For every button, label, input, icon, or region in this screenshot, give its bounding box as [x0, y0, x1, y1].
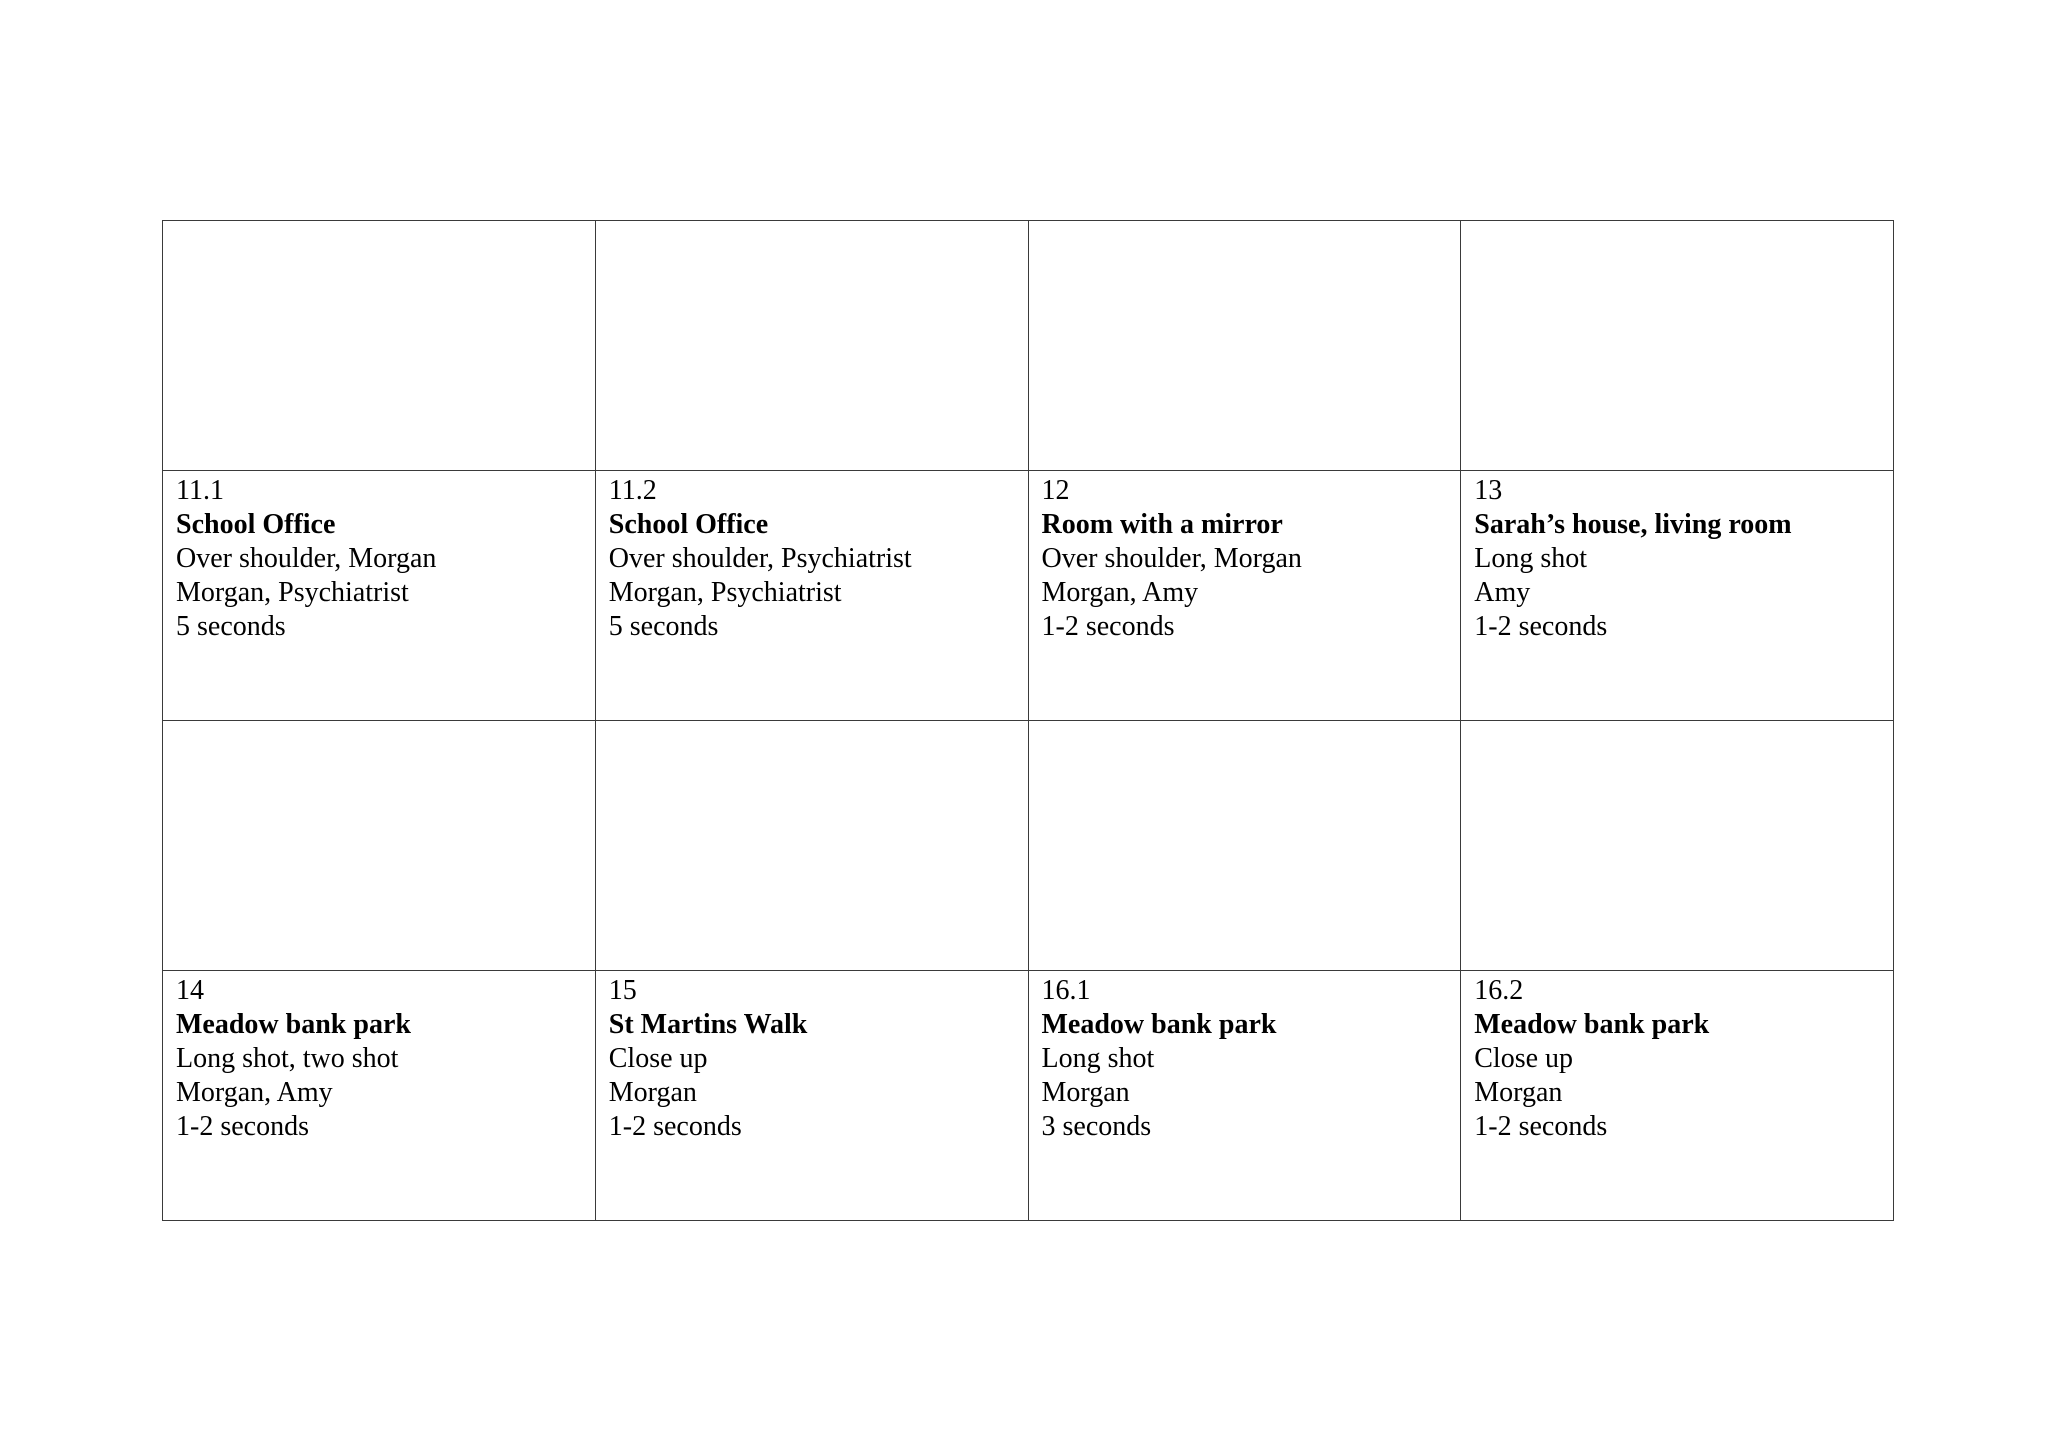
shot-number: 16.1	[1041, 975, 1091, 1006]
shot-cell	[1028, 471, 1461, 721]
shot-duration: 5 seconds	[176, 611, 286, 642]
shot-type: Over shoulder, Psychiatrist	[608, 543, 912, 574]
shot-location: St Martins Walk	[608, 1009, 808, 1040]
shot-characters: Morgan	[1041, 1077, 1130, 1108]
shot-duration: 3 seconds	[1041, 1111, 1152, 1142]
shot-type: Over shoulder, Morgan	[1041, 543, 1302, 574]
shot-duration: 1-2 seconds	[176, 1111, 309, 1142]
shot-characters: Morgan	[608, 1077, 697, 1108]
shot-number: 12	[1041, 475, 1070, 506]
shot-cell	[1028, 971, 1461, 1221]
shot-characters: Amy	[1474, 577, 1531, 608]
shot-type: Long shot	[1474, 543, 1588, 574]
frame-box	[595, 721, 1028, 971]
frame-row	[163, 721, 1894, 971]
shot-cell	[1461, 971, 1894, 1221]
frame-box	[1028, 221, 1461, 471]
shot-duration: 1-2 seconds	[608, 1111, 742, 1142]
shot-type: Close up	[1474, 1043, 1574, 1074]
shot-location: Meadow bank park	[176, 1009, 411, 1040]
frame-box	[163, 221, 596, 471]
frame-box	[1461, 221, 1894, 471]
shot-cell	[1461, 471, 1894, 721]
shot-number: 11.1	[176, 475, 224, 506]
shot-cell	[163, 471, 596, 721]
frame-box	[163, 721, 596, 971]
shot-cell	[163, 971, 596, 1221]
shot-characters: Morgan	[1474, 1077, 1563, 1108]
shot-duration: 1-2 seconds	[1474, 1111, 1608, 1142]
shot-location: School Office	[608, 509, 769, 540]
shot-number: 16.2	[1474, 975, 1524, 1006]
shot-type: Close up	[608, 1043, 708, 1074]
shot-type: Long shot	[1041, 1043, 1155, 1074]
shot-location: Sarah’s house, living room	[1474, 509, 1792, 540]
shot-number: 13	[1474, 475, 1503, 506]
shot-duration: 1-2 seconds	[1041, 611, 1175, 642]
frame-box	[1028, 721, 1461, 971]
shot-characters: Morgan, Amy	[176, 1077, 333, 1108]
shot-type: Long shot, two shot	[176, 1043, 399, 1074]
shot-duration: 1-2 seconds	[1474, 611, 1608, 642]
info-row	[163, 471, 1894, 721]
shot-location: Meadow bank park	[1041, 1009, 1277, 1040]
frame-box	[595, 221, 1028, 471]
shot-characters: Morgan, Psychiatrist	[176, 577, 409, 608]
shot-location: School Office	[176, 509, 336, 540]
storyboard-table	[162, 220, 1894, 1221]
shot-number: 15	[608, 975, 637, 1006]
shot-cell	[595, 971, 1028, 1221]
shot-cell	[595, 471, 1028, 721]
frame-box	[1461, 721, 1894, 971]
info-row	[163, 971, 1894, 1221]
shot-number: 11.2	[608, 475, 657, 506]
shot-characters: Morgan, Psychiatrist	[608, 577, 842, 608]
shot-location: Room with a mirror	[1041, 509, 1283, 540]
shot-characters: Morgan, Amy	[1041, 577, 1199, 608]
shot-type: Over shoulder, Morgan	[176, 543, 437, 574]
shot-duration: 5 seconds	[608, 611, 719, 642]
frame-row	[163, 221, 1894, 471]
shot-location: Meadow bank park	[1474, 1009, 1710, 1040]
shot-number: 14	[176, 975, 204, 1006]
